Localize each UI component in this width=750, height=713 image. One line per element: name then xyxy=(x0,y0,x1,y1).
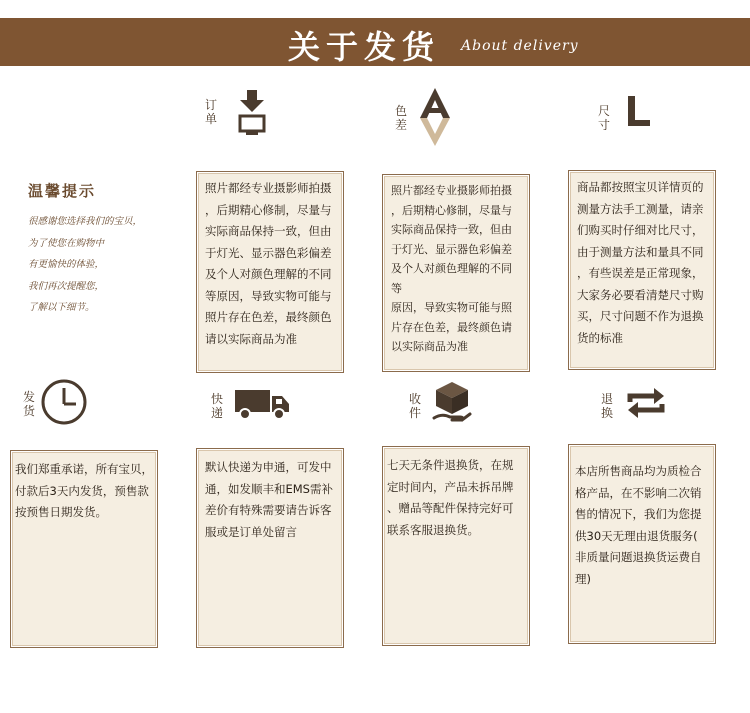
box-line: 于灯光、显示器色彩偏差 xyxy=(205,245,332,260)
exchange-arrows-icon xyxy=(626,386,666,420)
caption-char: 寸 xyxy=(597,118,610,132)
order-caption xyxy=(204,98,218,126)
box-line: 以实际商品为准 xyxy=(391,340,468,353)
package-hand-icon xyxy=(432,380,472,424)
caption-char: 单 xyxy=(204,112,217,126)
size-info-box xyxy=(568,170,716,370)
box-line: 我们郑重承诺，所有宝贝， xyxy=(15,462,153,476)
tips-line: 为了使您在购物中 xyxy=(28,237,105,249)
box-line: 们购买时仔细对比尺寸， xyxy=(577,223,704,237)
caption-char: 递 xyxy=(210,406,223,420)
box-line: 商品都按照宝贝详情页的 xyxy=(577,180,704,194)
caption-char: 色 xyxy=(394,104,407,118)
caption-char: 退 xyxy=(600,392,613,406)
caption-char: 换 xyxy=(600,406,613,420)
box-line: ，后期精心修制，尽量与 xyxy=(205,202,332,217)
download-monitor-icon xyxy=(236,90,268,138)
tips-line: 了解以下细节。 xyxy=(28,302,95,313)
size-caption xyxy=(597,104,611,132)
box-line: 及个人对颜色理解的不同 xyxy=(205,267,332,281)
box-line: 买，尺寸问题不作为退换 xyxy=(577,309,704,323)
express-caption xyxy=(210,392,224,420)
box-line: 片存在色差，最终颜色请 xyxy=(391,320,512,334)
ship-info-box xyxy=(10,450,158,648)
box-line: 付款后3天内发货，预售款 xyxy=(15,483,149,498)
box-line: 测量方法手工测量，请亲 xyxy=(577,201,704,216)
order-info-box xyxy=(196,171,344,373)
express-info-box xyxy=(196,448,344,648)
box-line: 大家务必要看清楚尺寸购 xyxy=(577,287,704,302)
box-line: 货的标准 xyxy=(577,330,623,345)
receive-caption xyxy=(408,392,422,420)
caption-char: 发 xyxy=(22,390,35,404)
caption-char: 快 xyxy=(210,392,223,406)
color-caption xyxy=(394,104,408,132)
box-line: 请以实际商品为准 xyxy=(205,331,297,346)
truck-icon xyxy=(234,388,290,420)
box-line: 于灯光、显示器色彩偏差 xyxy=(391,242,512,256)
box-line: 、赠品等配件保持完好可 xyxy=(387,501,514,515)
box-line: 等 xyxy=(391,281,402,295)
box-line: 非质量问题退换货运费自 xyxy=(575,550,702,564)
tips-line: 有更愉快的体验， xyxy=(28,259,105,270)
tips-title: 温馨提示 xyxy=(28,182,97,200)
ship-caption xyxy=(22,390,36,418)
box-line: 原因，导致实物可能与照 xyxy=(391,301,512,314)
box-line: 理) xyxy=(575,571,591,586)
box-line: ，后期精心修制，尽量与 xyxy=(391,203,512,217)
caption-char: 收 xyxy=(408,392,421,406)
receive-info-box xyxy=(382,446,530,646)
tips-line: 我们再次提醒您， xyxy=(28,280,105,292)
caption-char: 订 xyxy=(204,98,217,112)
box-line: 服或是订单处留言 xyxy=(205,524,297,539)
box-line: 按预售日期发货。 xyxy=(15,505,107,519)
box-line: 通，如发顺丰和EMS需补 xyxy=(205,481,333,496)
box-line: 等原因，导致实物可能与 xyxy=(205,288,332,303)
header-banner xyxy=(0,18,750,66)
box-line: 由于测量方法和量具不同 xyxy=(577,244,704,259)
box-line: 售的情况下，我们为您提 xyxy=(575,507,702,521)
box-line: 及个人对颜色理解的不同 xyxy=(391,262,512,275)
box-line: 格产品，在不影响二次销 xyxy=(575,485,702,500)
caption-char: 件 xyxy=(408,406,421,420)
box-line: 定时间内，产品未拆吊牌 xyxy=(387,479,514,494)
box-line: 照片都经专业摄影师拍摄 xyxy=(391,184,512,197)
box-line: 供30天无理由退货服务( xyxy=(575,528,698,543)
tips-section xyxy=(28,180,178,319)
box-line: ，有些误差是正常现象， xyxy=(577,266,704,280)
return-info-box xyxy=(568,444,716,644)
letter-l-icon xyxy=(626,96,652,128)
return-caption xyxy=(600,392,614,420)
color-info-box xyxy=(382,174,530,372)
box-line: 实际商品保持一致，但由 xyxy=(205,224,332,238)
box-line: 联系客服退换货。 xyxy=(387,522,479,537)
tips-line: 很感谢您选择我们的宝贝， xyxy=(28,216,143,227)
banner-subtitle: About delivery xyxy=(461,38,579,54)
caption-char: 尺 xyxy=(597,104,610,118)
banner-title: 关于发货 xyxy=(288,28,441,66)
caption-char: 差 xyxy=(394,118,407,132)
box-line: 默认快递为申通，可发中 xyxy=(205,460,332,474)
box-line: 差价有特殊需要请告诉客 xyxy=(205,503,332,517)
box-line: 本店所售商品均为质检合 xyxy=(575,464,702,478)
clock-icon xyxy=(40,378,88,426)
letter-a-icon xyxy=(418,86,452,148)
caption-char: 货 xyxy=(22,404,35,418)
box-line: 实际商品保持一致，但由 xyxy=(391,223,512,236)
box-line: 照片都经专业摄影师拍摄 xyxy=(205,181,332,195)
box-line: 七天无条件退换货，在规 xyxy=(387,458,514,472)
box-line: 照片存在色差，最终颜色 xyxy=(205,310,332,324)
